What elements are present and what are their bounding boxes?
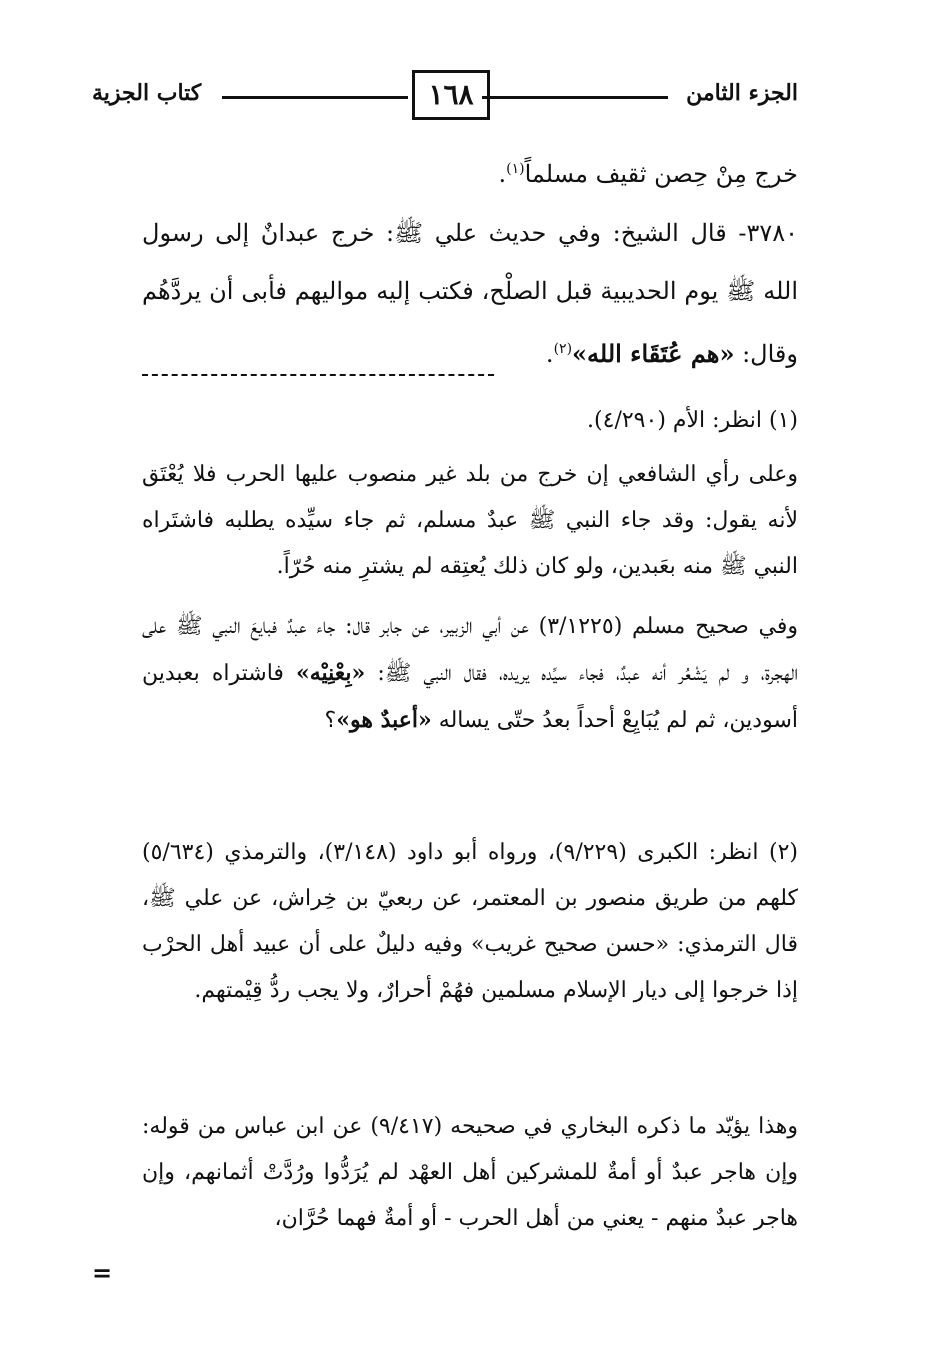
footnote-1-para-1 — [142, 452, 798, 590]
main-line-1: خرج مِنْ حِصن ثقيف مسلماً$^{(١)}$. — [498, 160, 798, 188]
footnote-1-para-2 — [142, 604, 798, 744]
running-header — [92, 70, 798, 126]
footnote-2-text-2: وهذا يؤيّد ما ذكره البخاري في صحيحه (٩/٤١٧) عن ابن عباس من قوله: وإن هاجر عبدٌ أو أمةٌ للمشركين أهل العهْد لم يُرَدُّوا ورُدَّتْ أثمانهم، وإن هاجر عبدٌ منهم - يعني من أهل الحرب - أو أمةٌ فهما حُرَّان، — [142, 1114, 798, 1231]
header-rule-right — [482, 96, 668, 99]
continuation-mark: = — [92, 1258, 113, 1287]
footnote-1-title — [142, 398, 798, 444]
quote-hadith: «هم عُتَقَاء الله» — [572, 339, 735, 368]
footnote-1-text-2c: ؟ — [324, 708, 337, 733]
footnote-1-quote-2: «أعبدٌ هو» — [336, 707, 432, 733]
footnote-1-text-2b: فاشتراه بعبدين أسودين، ثم لم يُبَايِعْ أحداً بعدُ حتّى يساله — [142, 661, 798, 733]
footnote-2-para-1 — [142, 830, 798, 1014]
footnote-1-text-2a: وفي صحيح مسلم (٣/١٢٢٥) عن أبي الزبير، عن جابر قال: جاء عبدٌ فبايعَ النبي ﷺ على الهجرة، و لم يَشْعُر أنه عبدٌ، فجاء سيِّده يريده، فقال النبي ﷺ: — [142, 614, 798, 686]
paragraph-text: ٣٧٨٠- قال الشيخ: وفي حديث علي ﷺ: خرج عبدانٌ إلى رسول الله ﷺ يوم الحديبية قبل الصلْح، فكتب إليه مواليهم فأبى أن يردَّهُم وقال: — [142, 219, 799, 368]
main-paragraph-3780: ٣٧٨٠- قال الشيخ: وفي حديث علي ﷺ: خرج عبدانٌ إلى رسول الله ﷺ يوم الحديبية قبل الصلْح، فكتب إليه مواليهم فأبى أن يردَّهُم وقال: «هم عُتَقَاء الله»$^{(٢)}$. — [142, 219, 799, 368]
footnote-ref-2: (٢) — [553, 341, 573, 357]
footnote-1-source: (١) انظر: الأم (٤/٢٩٠). — [587, 408, 798, 433]
header-part-title: الجزء الثامن — [686, 80, 798, 106]
footnote-ref-1: (١) — [506, 161, 525, 177]
footnote-2-para-2 — [142, 1104, 798, 1242]
footnote-separator — [142, 374, 494, 376]
footnote-1-text-1: وعلى رأي الشافعي إن خرج من بلد غير منصوب عليها الحرب فلا يُعْتَق لأنه يقول: وقد جاء النبي ﷺ عبدٌ مسلم، ثم جاء سيِّده يطلبه فاشتَراه النبي ﷺ منه بعَبدين، ولو كان ذلك يُعتِقه لم يشترِ منه حُرّاً. — [142, 462, 798, 579]
header-rule-left — [222, 96, 408, 99]
footnote-2-text-1: (٢) انظر: الكبرى (٩/٢٢٩)، ورواه أبو داود (٣/١٤٨)، والترمذي (٥/٦٣٤) كلهم من طريق منصور بن المعتمر، عن ربعيّ بن خِراش، عن علي ﷺ، قال الترمذي: «حسن صحيح غريب» وفيه دليلٌ على أن عبيد أهل الحرْب إذا خرجوا إلى ديار الإسلام مسلمين فهُمْ أحرارٌ، ولا يجب ردُّ قِيْمتهم. — [142, 840, 798, 1003]
page-number: ١٦٨ — [412, 70, 490, 120]
main-line-1-text: خرج مِنْ حِصن ثقيف مسلماً — [524, 160, 798, 188]
header-book-title: كتاب الجزية — [92, 80, 202, 106]
footnote-1-quote-1: «بِعْنِيْه» — [295, 660, 366, 686]
